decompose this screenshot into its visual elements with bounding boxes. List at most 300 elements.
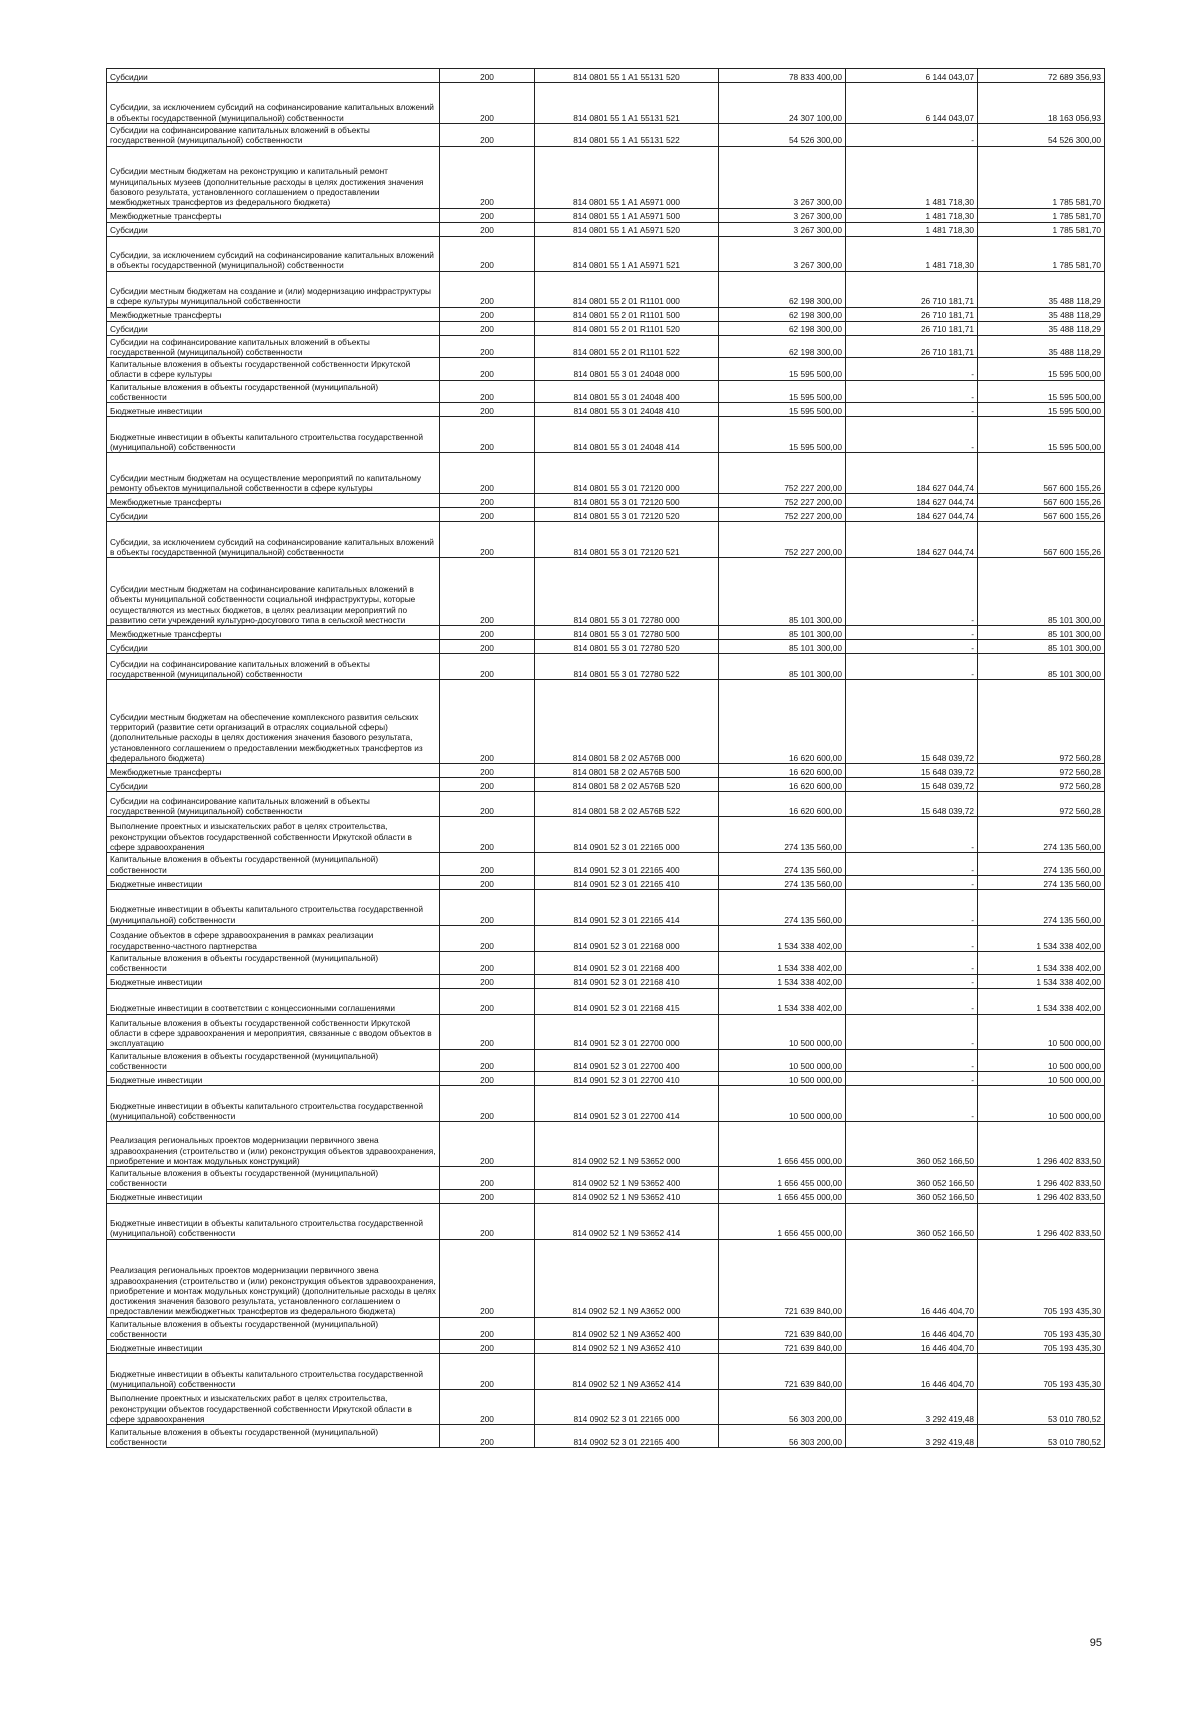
row-name: Бюджетные инвестиции в объекты капитального строительства государственной (муниципальной) собственности (107, 889, 440, 925)
row-amount-executed: 360 052 166,50 (846, 1167, 978, 1190)
table-row (107, 146, 1105, 208)
row-amount-executed: 184 627 044,74 (846, 494, 978, 508)
row-name: Капитальные вложения в объекты государственной (муниципальной) собственности (107, 853, 440, 876)
table-row (107, 271, 1105, 307)
row-code: 200 (440, 236, 535, 271)
row-kbk: 814 0901 52 3 01 22165 400 (535, 853, 719, 876)
row-amount-executed: - (846, 558, 978, 626)
row-kbk: 814 0801 55 3 01 72120 000 (535, 453, 719, 494)
row-kbk: 814 0901 52 3 01 22165 000 (535, 817, 719, 853)
row-code: 200 (440, 508, 535, 522)
row-kbk: 814 0902 52 3 01 22165 000 (535, 1390, 719, 1425)
row-amount-remaining: 1 785 581,70 (978, 222, 1105, 236)
row-amount-planned: 56 303 200,00 (719, 1390, 846, 1425)
row-amount-remaining: 972 560,28 (978, 792, 1105, 817)
row-kbk: 814 0901 52 3 01 22168 410 (535, 974, 719, 988)
row-amount-remaining: 274 135 560,00 (978, 853, 1105, 876)
row-amount-remaining: 274 135 560,00 (978, 889, 1105, 925)
row-amount-remaining: 54 526 300,00 (978, 124, 1105, 147)
row-kbk: 814 0902 52 1 N9 53652 410 (535, 1189, 719, 1203)
row-kbk: 814 0901 52 3 01 22168 415 (535, 988, 719, 1014)
row-amount-executed: 16 446 404,70 (846, 1340, 978, 1354)
page-number: 95 (1089, 1637, 1102, 1649)
row-amount-planned: 10 500 000,00 (719, 1014, 846, 1049)
row-amount-remaining: 35 488 118,29 (978, 307, 1105, 321)
table-row (107, 208, 1105, 222)
row-amount-executed: 26 710 181,71 (846, 307, 978, 321)
row-amount-executed: 26 710 181,71 (846, 321, 978, 335)
row-name: Бюджетные инвестиции (107, 403, 440, 417)
row-name: Межбюджетные трансферты (107, 494, 440, 508)
row-code: 200 (440, 222, 535, 236)
row-kbk: 814 0901 52 3 01 22700 000 (535, 1014, 719, 1049)
row-name: Выполнение проектных и изыскательских работ в целях строительства, реконструкции объектов государственной собственности Иркутской области в сфере здравоохранения (107, 817, 440, 853)
row-name: Бюджетные инвестиции в объекты капитального строительства государственной (муниципальной) собственности (107, 1354, 440, 1390)
row-name: Капитальные вложения в объекты государственной собственности Иркутской области в сфере здравоохранения и мероприятия, связанные с вводом объектов в эксплуатацию (107, 1014, 440, 1049)
budget-table (106, 68, 1105, 1448)
table-row (107, 680, 1105, 764)
row-amount-remaining: 35 488 118,29 (978, 335, 1105, 358)
table-row (107, 875, 1105, 889)
row-kbk: 814 0801 55 1 A1 A5971 000 (535, 146, 719, 208)
row-amount-executed: 16 446 404,70 (846, 1354, 978, 1390)
row-name: Бюджетные инвестиции (107, 1189, 440, 1203)
row-code: 200 (440, 208, 535, 222)
table-row (107, 222, 1105, 236)
row-amount-planned: 721 639 840,00 (719, 1354, 846, 1390)
row-amount-remaining: 705 193 435,30 (978, 1239, 1105, 1317)
row-code: 200 (440, 380, 535, 403)
row-amount-executed: - (846, 951, 978, 974)
table-row (107, 380, 1105, 403)
row-amount-planned: 85 101 300,00 (719, 640, 846, 654)
row-kbk: 814 0801 55 1 A1 A5971 521 (535, 236, 719, 271)
row-code: 200 (440, 778, 535, 792)
row-amount-remaining: 1 296 402 833,50 (978, 1167, 1105, 1190)
row-amount-planned: 24 307 100,00 (719, 83, 846, 124)
row-amount-executed: - (846, 626, 978, 640)
row-amount-executed: 26 710 181,71 (846, 271, 978, 307)
row-amount-planned: 62 198 300,00 (719, 307, 846, 321)
row-amount-remaining: 567 600 155,26 (978, 494, 1105, 508)
row-name: Капитальные вложения в объекты государственной собственности Иркутской области в сфере культуры (107, 358, 440, 381)
row-kbk: 814 0901 52 3 01 22168 000 (535, 925, 719, 951)
table-row (107, 1425, 1105, 1448)
row-amount-executed: - (846, 974, 978, 988)
table-body (107, 69, 1105, 1448)
row-amount-executed: - (846, 817, 978, 853)
table-row (107, 817, 1105, 853)
row-amount-remaining: 15 595 500,00 (978, 417, 1105, 453)
row-name: Межбюджетные трансферты (107, 626, 440, 640)
row-amount-executed: - (846, 1014, 978, 1049)
row-amount-planned: 85 101 300,00 (719, 558, 846, 626)
row-code: 200 (440, 558, 535, 626)
row-name: Капитальные вложения в объекты государственной (муниципальной) собственности (107, 1425, 440, 1448)
table-row (107, 1049, 1105, 1072)
row-code: 200 (440, 853, 535, 876)
row-amount-remaining: 18 163 056,93 (978, 83, 1105, 124)
row-amount-remaining: 35 488 118,29 (978, 321, 1105, 335)
row-code: 200 (440, 654, 535, 680)
row-amount-executed: 6 144 043,07 (846, 69, 978, 83)
row-kbk: 814 0901 52 3 01 22165 414 (535, 889, 719, 925)
row-kbk: 814 0801 55 1 A1 A5971 520 (535, 222, 719, 236)
row-name: Создание объектов в сфере здравоохранения в рамках реализации государственно-частного партнерства (107, 925, 440, 951)
table-row (107, 124, 1105, 147)
row-name: Субсидии (107, 69, 440, 83)
row-name: Капитальные вложения в объекты государственной (муниципальной) собственности (107, 380, 440, 403)
row-amount-planned: 85 101 300,00 (719, 626, 846, 640)
row-amount-executed: 16 446 404,70 (846, 1239, 978, 1317)
row-name: Субсидии (107, 778, 440, 792)
row-amount-planned: 62 198 300,00 (719, 335, 846, 358)
row-amount-planned: 752 227 200,00 (719, 453, 846, 494)
row-code: 200 (440, 494, 535, 508)
table-row (107, 335, 1105, 358)
row-amount-planned: 15 595 500,00 (719, 403, 846, 417)
table-row (107, 453, 1105, 494)
row-code: 200 (440, 974, 535, 988)
table-row (107, 1340, 1105, 1354)
row-code: 200 (440, 522, 535, 558)
table-row (107, 764, 1105, 778)
table-row (107, 403, 1105, 417)
row-code: 200 (440, 817, 535, 853)
table-row (107, 974, 1105, 988)
row-name: Реализация региональных проектов модернизации первичного звена здравоохранения (строительство и (или) реконструкция объектов здравоохранения, приобретение и монтаж модульных конструкций) (дополнительные расходы в целях достижения значения базового результата, установленного соглашением о предоставлении межбюджетных трансфертов из федерального бюджета) (107, 1239, 440, 1317)
row-amount-remaining: 705 193 435,30 (978, 1354, 1105, 1390)
row-name: Межбюджетные трансферты (107, 764, 440, 778)
row-code: 200 (440, 626, 535, 640)
row-code: 200 (440, 680, 535, 764)
row-amount-executed: - (846, 853, 978, 876)
row-amount-executed: 26 710 181,71 (846, 335, 978, 358)
row-amount-remaining: 10 500 000,00 (978, 1014, 1105, 1049)
row-amount-executed: - (846, 640, 978, 654)
row-kbk: 814 0902 52 1 N9 A3652 000 (535, 1239, 719, 1317)
row-amount-planned: 16 620 600,00 (719, 792, 846, 817)
row-code: 200 (440, 792, 535, 817)
row-amount-remaining: 1 785 581,70 (978, 146, 1105, 208)
row-code: 200 (440, 951, 535, 974)
row-code: 200 (440, 1354, 535, 1390)
row-amount-remaining: 1 534 338 402,00 (978, 988, 1105, 1014)
row-amount-remaining: 85 101 300,00 (978, 558, 1105, 626)
row-amount-planned: 1 534 338 402,00 (719, 925, 846, 951)
row-amount-remaining: 72 689 356,93 (978, 69, 1105, 83)
row-amount-planned: 10 500 000,00 (719, 1086, 846, 1122)
row-name: Выполнение проектных и изыскательских работ в целях строительства, реконструкции объектов государственной собственности Иркутской области в сфере здравоохранения (107, 1390, 440, 1425)
table-row (107, 494, 1105, 508)
row-amount-planned: 721 639 840,00 (719, 1239, 846, 1317)
table-row (107, 640, 1105, 654)
row-code: 200 (440, 1340, 535, 1354)
row-code: 200 (440, 764, 535, 778)
row-kbk: 814 0801 55 3 01 24048 410 (535, 403, 719, 417)
row-kbk: 814 0901 52 3 01 22700 410 (535, 1072, 719, 1086)
table-row (107, 988, 1105, 1014)
row-amount-remaining: 53 010 780,52 (978, 1425, 1105, 1448)
row-code: 200 (440, 1425, 535, 1448)
row-amount-executed: - (846, 1086, 978, 1122)
row-code: 200 (440, 1317, 535, 1340)
row-name: Бюджетные инвестиции в объекты капитального строительства государственной (муниципальной) собственности (107, 1203, 440, 1239)
row-amount-executed: 15 648 039,72 (846, 764, 978, 778)
row-name: Субсидии на софинансирование капитальных вложений в объекты государственной (муниципальной) собственности (107, 792, 440, 817)
row-name: Бюджетные инвестиции в объекты капитального строительства государственной (муниципальной) собственности (107, 417, 440, 453)
row-kbk: 814 0801 58 2 02 A576B 520 (535, 778, 719, 792)
row-amount-remaining: 15 595 500,00 (978, 358, 1105, 381)
row-name: Капитальные вложения в объекты государственной (муниципальной) собственности (107, 1167, 440, 1190)
row-name: Капитальные вложения в объекты государственной (муниципальной) собственности (107, 951, 440, 974)
row-amount-remaining: 972 560,28 (978, 764, 1105, 778)
table-row (107, 1014, 1105, 1049)
table-row (107, 792, 1105, 817)
row-amount-remaining: 10 500 000,00 (978, 1086, 1105, 1122)
row-amount-executed: - (846, 889, 978, 925)
row-kbk: 814 0801 55 3 01 24048 414 (535, 417, 719, 453)
row-amount-planned: 721 639 840,00 (719, 1317, 846, 1340)
row-code: 200 (440, 1122, 535, 1167)
row-kbk: 814 0801 55 2 01 R1101 500 (535, 307, 719, 321)
row-name: Капитальные вложения в объекты государственной (муниципальной) собственности (107, 1049, 440, 1072)
row-amount-executed: - (846, 988, 978, 1014)
row-name: Субсидии местным бюджетам на создание и (или) модернизацию инфраструктуры в сфере культуры муниципальной собственности (107, 271, 440, 307)
row-kbk: 814 0902 52 1 N9 A3652 400 (535, 1317, 719, 1340)
row-amount-planned: 15 595 500,00 (719, 417, 846, 453)
row-code: 200 (440, 403, 535, 417)
row-kbk: 814 0801 55 3 01 72780 522 (535, 654, 719, 680)
row-kbk: 814 0902 52 1 N9 A3652 410 (535, 1340, 719, 1354)
row-name: Бюджетные инвестиции (107, 1072, 440, 1086)
row-amount-planned: 54 526 300,00 (719, 124, 846, 147)
row-kbk: 814 0801 55 3 01 24048 000 (535, 358, 719, 381)
row-amount-planned: 1 656 455 000,00 (719, 1203, 846, 1239)
row-kbk: 814 0902 52 3 01 22165 400 (535, 1425, 719, 1448)
row-code: 200 (440, 146, 535, 208)
row-name: Субсидии на софинансирование капитальных вложений в объекты государственной (муниципальной) собственности (107, 124, 440, 147)
row-code: 200 (440, 358, 535, 381)
table-row (107, 522, 1105, 558)
table-row (107, 1189, 1105, 1203)
row-amount-remaining: 274 135 560,00 (978, 817, 1105, 853)
row-code: 200 (440, 1239, 535, 1317)
row-amount-remaining: 15 595 500,00 (978, 380, 1105, 403)
row-amount-planned: 1 534 338 402,00 (719, 974, 846, 988)
row-kbk: 814 0902 52 1 N9 53652 400 (535, 1167, 719, 1190)
row-amount-remaining: 85 101 300,00 (978, 654, 1105, 680)
row-amount-executed: 360 052 166,50 (846, 1122, 978, 1167)
row-amount-remaining: 705 193 435,30 (978, 1340, 1105, 1354)
row-amount-executed: 1 481 718,30 (846, 208, 978, 222)
row-kbk: 814 0801 55 3 01 72120 521 (535, 522, 719, 558)
row-amount-remaining: 10 500 000,00 (978, 1072, 1105, 1086)
row-kbk: 814 0801 55 3 01 72780 000 (535, 558, 719, 626)
row-name: Бюджетные инвестиции в объекты капитального строительства государственной (муниципальной) собственности (107, 1086, 440, 1122)
row-amount-executed: 184 627 044,74 (846, 453, 978, 494)
row-code: 200 (440, 889, 535, 925)
table-row (107, 358, 1105, 381)
table-row (107, 1239, 1105, 1317)
row-code: 200 (440, 988, 535, 1014)
row-name: Субсидии (107, 508, 440, 522)
row-code: 200 (440, 1014, 535, 1049)
row-code: 200 (440, 417, 535, 453)
table-row (107, 889, 1105, 925)
row-amount-remaining: 1 534 338 402,00 (978, 974, 1105, 988)
row-amount-remaining: 1 534 338 402,00 (978, 951, 1105, 974)
row-amount-remaining: 10 500 000,00 (978, 1049, 1105, 1072)
row-amount-planned: 15 595 500,00 (719, 358, 846, 381)
row-code: 200 (440, 1049, 535, 1072)
row-amount-executed: 184 627 044,74 (846, 508, 978, 522)
row-name: Межбюджетные трансферты (107, 208, 440, 222)
row-amount-remaining: 1 534 338 402,00 (978, 925, 1105, 951)
row-amount-remaining: 15 595 500,00 (978, 403, 1105, 417)
table-row (107, 417, 1105, 453)
row-amount-executed: 15 648 039,72 (846, 792, 978, 817)
row-name: Межбюджетные трансферты (107, 307, 440, 321)
row-kbk: 814 0801 55 2 01 R1101 520 (535, 321, 719, 335)
row-amount-executed: 184 627 044,74 (846, 522, 978, 558)
row-name: Реализация региональных проектов модернизации первичного звена здравоохранения (строительство и (или) реконструкция объектов здравоохранения, приобретение и монтаж модульных конструкций) (107, 1122, 440, 1167)
row-amount-remaining: 274 135 560,00 (978, 875, 1105, 889)
row-code: 200 (440, 69, 535, 83)
row-name: Капитальные вложения в объекты государственной (муниципальной) собственности (107, 1317, 440, 1340)
row-amount-planned: 274 135 560,00 (719, 889, 846, 925)
row-amount-planned: 10 500 000,00 (719, 1049, 846, 1072)
row-amount-remaining: 567 600 155,26 (978, 508, 1105, 522)
table-row (107, 69, 1105, 83)
row-amount-executed: - (846, 654, 978, 680)
table-row (107, 1354, 1105, 1390)
row-name: Субсидии на софинансирование капитальных вложений в объекты государственной (муниципальной) собственности (107, 654, 440, 680)
row-amount-executed: 6 144 043,07 (846, 83, 978, 124)
table-row (107, 307, 1105, 321)
row-amount-planned: 721 639 840,00 (719, 1340, 846, 1354)
table-row (107, 1072, 1105, 1086)
row-amount-planned: 274 135 560,00 (719, 853, 846, 876)
table-row (107, 925, 1105, 951)
row-amount-planned: 1 656 455 000,00 (719, 1167, 846, 1190)
row-amount-planned: 1 534 338 402,00 (719, 988, 846, 1014)
row-amount-remaining: 972 560,28 (978, 680, 1105, 764)
row-amount-executed: 15 648 039,72 (846, 680, 978, 764)
table-row (107, 1122, 1105, 1167)
row-amount-executed: - (846, 358, 978, 381)
row-amount-planned: 3 267 300,00 (719, 222, 846, 236)
row-name: Субсидии (107, 640, 440, 654)
row-kbk: 814 0801 55 1 A1 55131 520 (535, 69, 719, 83)
row-code: 200 (440, 1072, 535, 1086)
row-amount-executed: - (846, 124, 978, 147)
row-kbk: 814 0801 55 1 A1 55131 522 (535, 124, 719, 147)
row-amount-remaining: 972 560,28 (978, 778, 1105, 792)
table-row (107, 1390, 1105, 1425)
row-code: 200 (440, 1086, 535, 1122)
table-row (107, 853, 1105, 876)
row-amount-planned: 85 101 300,00 (719, 654, 846, 680)
row-amount-executed: 3 292 419,48 (846, 1390, 978, 1425)
row-amount-planned: 752 227 200,00 (719, 508, 846, 522)
row-code: 200 (440, 1189, 535, 1203)
row-kbk: 814 0801 55 2 01 R1101 522 (535, 335, 719, 358)
row-name: Субсидии на софинансирование капитальных вложений в объекты государственной (муниципальной) собственности (107, 335, 440, 358)
row-amount-remaining: 1 785 581,70 (978, 236, 1105, 271)
row-name: Субсидии, за исключением субсидий на софинансирование капитальных вложений в объекты государственной (муниципальной) собственности (107, 83, 440, 124)
row-amount-executed: - (846, 1049, 978, 1072)
row-kbk: 814 0801 55 3 01 24048 400 (535, 380, 719, 403)
row-amount-planned: 3 267 300,00 (719, 208, 846, 222)
row-amount-executed: 1 481 718,30 (846, 236, 978, 271)
row-kbk: 814 0801 55 2 01 R1101 000 (535, 271, 719, 307)
row-code: 200 (440, 335, 535, 358)
table-row (107, 508, 1105, 522)
row-kbk: 814 0902 52 1 N9 A3652 414 (535, 1354, 719, 1390)
row-amount-planned: 1 656 455 000,00 (719, 1189, 846, 1203)
table-row (107, 1317, 1105, 1340)
row-kbk: 814 0801 55 1 A1 A5971 500 (535, 208, 719, 222)
row-amount-planned: 15 595 500,00 (719, 380, 846, 403)
row-kbk: 814 0801 58 2 02 A576B 522 (535, 792, 719, 817)
row-amount-executed: 360 052 166,50 (846, 1189, 978, 1203)
row-amount-planned: 16 620 600,00 (719, 778, 846, 792)
row-amount-remaining: 53 010 780,52 (978, 1390, 1105, 1425)
table-row (107, 1167, 1105, 1190)
row-amount-remaining: 705 193 435,30 (978, 1317, 1105, 1340)
row-amount-planned: 16 620 600,00 (719, 680, 846, 764)
row-name: Субсидии местным бюджетам на осуществление мероприятий по капитальному ремонту объектов муниципальной собственности в сфере культуры (107, 453, 440, 494)
row-amount-planned: 274 135 560,00 (719, 817, 846, 853)
row-code: 200 (440, 453, 535, 494)
row-code: 200 (440, 1203, 535, 1239)
row-name: Бюджетные инвестиции (107, 974, 440, 988)
row-amount-executed: - (846, 380, 978, 403)
row-amount-executed: - (846, 403, 978, 417)
table-row (107, 654, 1105, 680)
row-name: Субсидии местным бюджетам на софинансирование капитальных вложений в объекты муниципальной собственности социальной инфраструктуры, которые осуществляются из местных бюджетов, в целях реализации мероприятий по развитию сети учреждений культурно-досугового типа в сельской местности (107, 558, 440, 626)
row-amount-executed: - (846, 1072, 978, 1086)
row-name: Субсидии местным бюджетам на обеспечение комплексного развития сельских территорий (развитие сети организаций в отраслях социальной сферы) (дополнительные расходы в целях достижения значения базового результата, установленного соглашением о предоставлении межбюджетных трансфертов из федерального бюджета) (107, 680, 440, 764)
row-amount-executed: 15 648 039,72 (846, 778, 978, 792)
row-kbk: 814 0801 58 2 02 A576B 500 (535, 764, 719, 778)
row-kbk: 814 0902 52 1 N9 53652 414 (535, 1203, 719, 1239)
row-amount-planned: 752 227 200,00 (719, 494, 846, 508)
row-kbk: 814 0801 58 2 02 A576B 000 (535, 680, 719, 764)
row-amount-remaining: 1 296 402 833,50 (978, 1122, 1105, 1167)
row-amount-planned: 752 227 200,00 (719, 522, 846, 558)
table-row (107, 321, 1105, 335)
table-row (107, 1086, 1105, 1122)
row-amount-planned: 56 303 200,00 (719, 1425, 846, 1448)
row-amount-remaining: 567 600 155,26 (978, 522, 1105, 558)
row-amount-remaining: 85 101 300,00 (978, 640, 1105, 654)
table-row (107, 236, 1105, 271)
row-amount-remaining: 567 600 155,26 (978, 453, 1105, 494)
row-code: 200 (440, 307, 535, 321)
row-amount-planned: 274 135 560,00 (719, 875, 846, 889)
row-amount-remaining: 35 488 118,29 (978, 271, 1105, 307)
row-code: 200 (440, 83, 535, 124)
row-kbk: 814 0801 55 3 01 72780 500 (535, 626, 719, 640)
row-amount-planned: 1 656 455 000,00 (719, 1122, 846, 1167)
row-kbk: 814 0801 55 3 01 72120 520 (535, 508, 719, 522)
row-kbk: 814 0901 52 3 01 22168 400 (535, 951, 719, 974)
row-name: Субсидии, за исключением субсидий на софинансирование капитальных вложений в объекты государственной (муниципальной) собственности (107, 522, 440, 558)
row-code: 200 (440, 1167, 535, 1190)
table-row (107, 626, 1105, 640)
